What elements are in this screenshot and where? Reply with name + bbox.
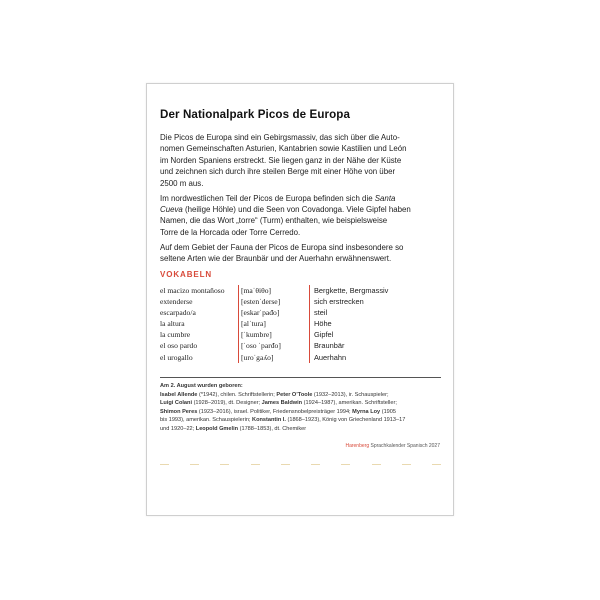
vocab-german: Bergkette, Bergmassiv — [309, 285, 388, 296]
person-name: Peter O’Toole — [276, 391, 313, 398]
births-section — [160, 382, 441, 433]
calendar-name: Sprachkalender Spanisch 2027 — [369, 443, 440, 449]
cut-dash — [432, 464, 441, 465]
person-name: Konstantin I. — [252, 417, 286, 424]
births-line — [160, 416, 441, 425]
births-line — [160, 425, 441, 434]
vocab-table — [160, 285, 441, 363]
paragraph-2-emphasis: Santa — [374, 193, 396, 203]
person-name: Leopold Gmelin — [195, 425, 239, 432]
section-divider — [160, 377, 441, 378]
births-heading: Am 2. August wurden geboren: — [160, 383, 243, 389]
person-name: James Baldwin — [261, 400, 303, 407]
vocab-spanish: la altura — [160, 319, 185, 329]
paragraph-1-line: 2500 m aus. — [160, 178, 204, 188]
vocab-row — [160, 307, 441, 318]
cut-dash — [220, 464, 229, 465]
vocab-heading: VOKABELN — [160, 270, 213, 279]
paragraph-3 — [160, 242, 441, 265]
person-name: Myrna Loy — [352, 408, 381, 415]
births-line — [160, 399, 441, 408]
page-title: Der Nationalpark Picos de Europa — [160, 108, 351, 121]
vocab-pronunciation: [alˈtura] — [238, 318, 309, 329]
vocab-spanish: escarpado/a — [160, 308, 196, 318]
cut-dash — [311, 464, 320, 465]
vocab-row — [160, 352, 441, 363]
vocab-pronunciation: [ˈkumbre] — [238, 329, 309, 340]
vocab-spanish: el urogallo — [160, 352, 193, 362]
vocab-german: Auerhahn — [309, 352, 346, 363]
person-info: (1932–2013), ir. Schauspieler; — [312, 391, 389, 398]
vocab-row — [160, 329, 441, 340]
person-name: Luigi Colani — [160, 400, 193, 407]
cut-dash — [341, 464, 350, 465]
vocab-pronunciation: [ˈoso ˈparᵭo] — [238, 340, 309, 351]
paragraph-1-line: Die Picos de Europa sind ein Gebirgsmassiv, das sich über die Auto- — [160, 133, 400, 142]
paragraph-2-emphasis: Cueva — [160, 204, 183, 214]
vocab-pronunciation: [uroˈgaʎo] — [238, 352, 309, 363]
vocab-spanish: el macizo montañoso — [160, 286, 225, 295]
paragraph-1-line: nomen Gemeinschaften Asturien, Kantabrien sowie Kastilien und León — [160, 144, 407, 154]
person-info: (1924–1987), amerikan. Schriftsteller; — [302, 400, 397, 407]
paragraph-1-line: im Norden Spaniens erstreckt. Sie liegen ganz in der Nähe der Küste — [160, 155, 402, 165]
paragraph-2 — [160, 193, 441, 239]
cut-line — [160, 464, 441, 465]
person-info: (1928–2019), dt. Designer; — [192, 400, 262, 407]
paragraph-1 — [160, 132, 441, 189]
person-info: (1905 — [380, 408, 397, 415]
vocab-spanish: la cumbre — [160, 330, 191, 340]
births-line — [160, 391, 441, 400]
paragraph-2-text: (heilige Höhle) und die Seen von Covadonga. Viele Gipfel haben — [182, 204, 411, 214]
person-info: und 1920–22; — [160, 425, 196, 432]
paragraph-3-line: seltene Arten wie der Braunbär und der Auerhahn erwähnenswert. — [160, 254, 392, 264]
vocab-german: Höhe — [309, 318, 332, 329]
vocab-pronunciation: [estenˈderse] — [238, 296, 309, 307]
vocab-german: Braunbär — [309, 340, 344, 351]
person-info: bis 1993), amerikan. Schauspielerin; — [160, 417, 253, 424]
cut-dash — [190, 464, 199, 465]
cut-dash — [251, 464, 260, 465]
article-body — [160, 132, 441, 268]
calendar-page — [146, 83, 454, 516]
person-info: (1868–1923), König von Griechenland 1913–17 — [285, 417, 406, 424]
paragraph-1-line: und zeichnen sich durch ihre steilen Berge mit einer Höhe von über — [160, 167, 396, 177]
publisher-brand: Harenberg — [345, 443, 370, 449]
vocab-pronunciation: [maˈθiθo] — [238, 285, 309, 296]
paragraph-2-text: Namen, die das Wort „torre“ (Turm) enthalten, wie beispielsweise — [160, 216, 388, 226]
person-info: (*1942), chilen. Schriftstellerin; — [197, 391, 277, 398]
paragraph-2-text: Im nordwestlichen Teil der Picos de Europa befinden sich die — [160, 193, 375, 203]
person-info: (1788–1853), dt. Chemiker — [238, 425, 307, 432]
vocab-german: steil — [309, 307, 327, 318]
person-name: Isabel Allende — [160, 391, 198, 398]
paragraph-2-text: Torre de la Horcada oder Torre Cerredo. — [160, 227, 301, 237]
vocab-spanish: extenderse — [160, 297, 193, 307]
vocab-pronunciation: [eskarˈpaᵭo] — [238, 307, 309, 318]
cut-dash — [281, 464, 290, 465]
vocab-spanish: el oso pardo — [160, 341, 198, 351]
births-line — [160, 408, 441, 417]
vocab-row — [160, 296, 441, 307]
paragraph-3-line: Auf dem Gebiet der Fauna der Picos de Europa sind insbesondere so — [160, 242, 404, 252]
person-info: (1923–2016), israel. Politiker, Friedensnobelpreisträger 1994; — [197, 408, 353, 415]
person-name: Shimon Peres — [160, 408, 198, 415]
calendar-footer — [345, 443, 440, 449]
cut-dash — [160, 464, 169, 465]
vocab-german: sich erstrecken — [309, 296, 364, 307]
vocab-german: Gipfel — [309, 329, 333, 340]
vocab-row — [160, 285, 441, 296]
vocab-row — [160, 340, 441, 351]
cut-dash — [402, 464, 411, 465]
vocab-row — [160, 318, 441, 329]
cut-dash — [372, 464, 381, 465]
